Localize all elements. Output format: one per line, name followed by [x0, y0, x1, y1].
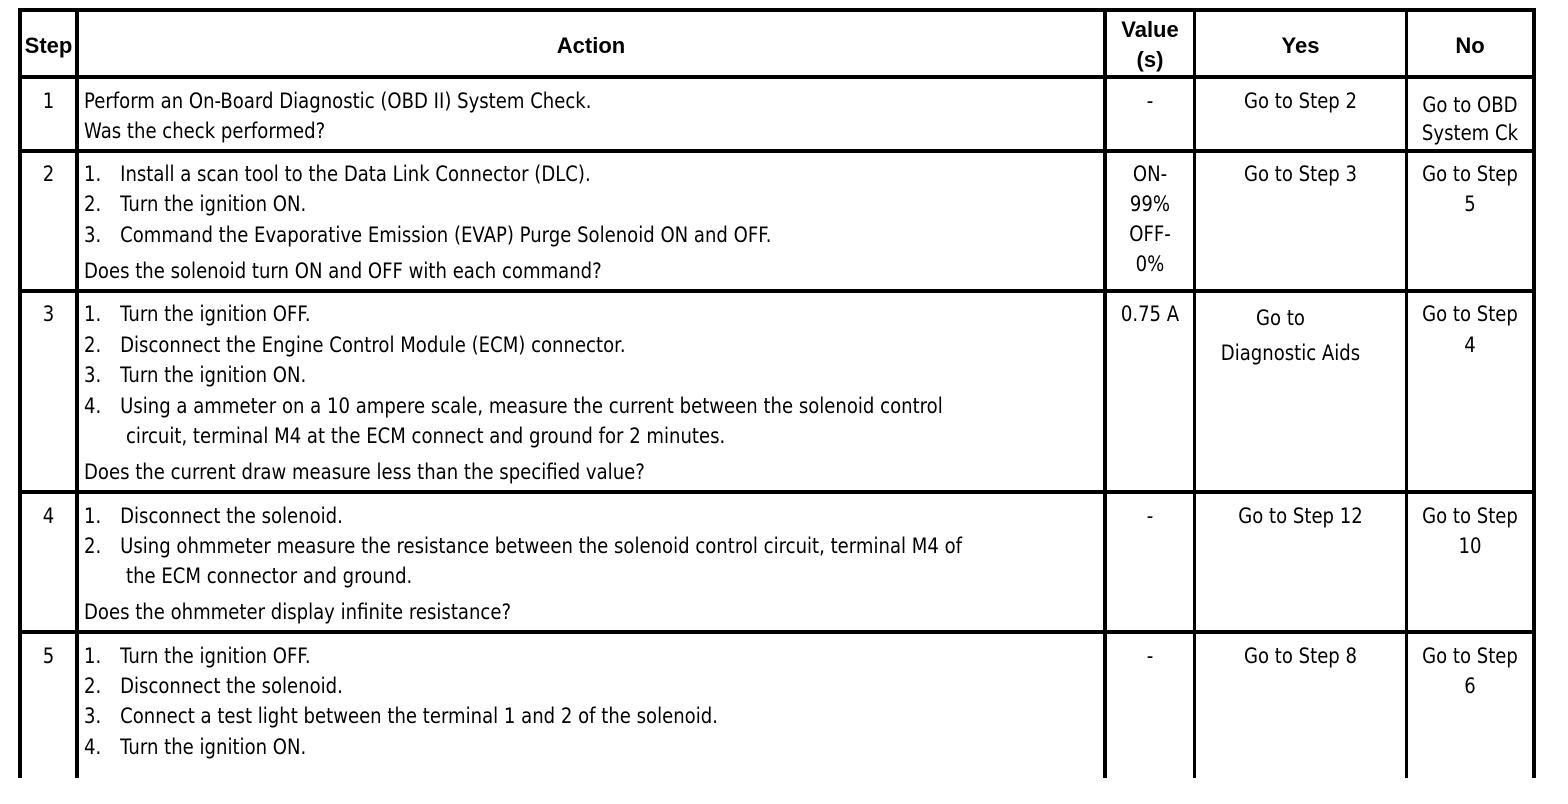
list-item: [84, 360, 306, 390]
row-divider: [18, 149, 1536, 153]
item-number: 1.: [84, 504, 102, 528]
value-cell: ON-: [1132, 162, 1168, 186]
action-text: Perform an On-Board Diagnostic (OBD II) System Check.: [84, 89, 592, 113]
no-cell: Go to Step: [1422, 644, 1518, 668]
header-value-unit: (s): [1136, 47, 1164, 72]
item-text: Connect a test light between the terminal 1 and 2 of the solenoid.: [120, 704, 718, 728]
list-item: [84, 159, 591, 189]
item-text: Turn the ignition ON.: [120, 735, 307, 759]
list-item: [84, 641, 311, 671]
no-cell: Go to Step: [1422, 504, 1518, 528]
item-number: 3.: [84, 223, 102, 247]
row-divider: [18, 490, 1536, 494]
list-item: [84, 732, 306, 762]
item-text-continued: circuit, terminal M4 at the ECM connect and ground for 2 minutes.: [126, 424, 726, 448]
item-text: Turn the ignition ON.: [120, 363, 307, 387]
item-number: 1.: [84, 644, 102, 668]
header-step: Step: [24, 33, 73, 58]
item-text: Turn the ignition OFF.: [120, 302, 311, 326]
item-text: Turn the ignition ON.: [120, 192, 307, 216]
item-text: Using ohmmeter measure the resistance between the solenoid control circuit, terminal M4 of: [120, 534, 963, 558]
item-number: 4.: [84, 735, 102, 759]
list-item: [84, 189, 306, 219]
list-item: [84, 671, 343, 701]
yes-cell: Go to Step 8: [1243, 644, 1358, 668]
row-divider: [18, 289, 1536, 293]
step-number: 5: [42, 644, 55, 668]
header-yes: Yes: [1281, 33, 1320, 58]
value-cell: -: [1146, 504, 1154, 528]
header-action: Action: [556, 33, 626, 58]
step-number: 1: [42, 89, 55, 113]
item-text: Command the Evaporative Emission (EVAP) Purge Solenoid ON and OFF.: [120, 223, 772, 247]
value-cell: -: [1146, 644, 1154, 668]
item-text: Install a scan tool to the Data Link Connector (DLC).: [120, 162, 591, 186]
item-number: 2.: [84, 534, 102, 558]
value-cell: 0.75 A: [1120, 302, 1180, 326]
no-cell: Go to OBD: [1422, 93, 1518, 117]
list-item: [84, 531, 962, 561]
value-cell: 0%: [1135, 252, 1165, 276]
column-divider: [1405, 8, 1408, 778]
item-number: 4.: [84, 394, 102, 418]
item-number: 3.: [84, 363, 102, 387]
item-number: 2.: [84, 333, 102, 357]
list-item: [84, 501, 343, 531]
list-item: [84, 220, 771, 250]
step-number: 2: [42, 162, 55, 186]
yes-cell: Go to: [1256, 306, 1305, 330]
step-number: 4: [42, 504, 55, 528]
header-divider: [18, 75, 1536, 79]
action-question: Was the check performed?: [84, 119, 326, 143]
item-number: 1.: [84, 162, 102, 186]
item-text: Turn the ignition OFF.: [120, 644, 311, 668]
column-divider: [1193, 8, 1196, 778]
table-border-top: [18, 8, 1536, 12]
no-cell: Go to Step: [1422, 302, 1518, 326]
item-text: Using a ammeter on a 10 ampere scale, measure the current between the solenoid control: [120, 394, 943, 418]
step-number: 3: [42, 302, 55, 326]
list-item: [84, 299, 311, 329]
yes-cell: Go to Step 12: [1238, 504, 1363, 528]
value-cell: OFF-: [1129, 222, 1171, 246]
item-number: 2.: [84, 192, 102, 216]
no-cell: Go to Step: [1422, 162, 1518, 186]
column-divider: [75, 8, 79, 778]
list-item: [84, 391, 943, 421]
list-item: [84, 701, 718, 731]
no-cell: 4: [1464, 333, 1476, 357]
item-text: Disconnect the solenoid.: [120, 504, 343, 528]
action-question: Does the solenoid turn ON and OFF with each command?: [84, 259, 602, 283]
header-value: Value: [1121, 17, 1179, 42]
row-divider: [18, 630, 1536, 634]
action-question: Does the current draw measure less than the specified value?: [84, 460, 645, 484]
no-cell: 6: [1464, 674, 1476, 698]
column-divider: [18, 8, 22, 778]
item-text: Disconnect the Engine Control Module (ECM) connector.: [120, 333, 626, 357]
item-number: 3.: [84, 704, 102, 728]
yes-cell: Go to Step 3: [1243, 162, 1358, 186]
yes-cell: Go to Step 2: [1243, 89, 1358, 113]
no-cell: 10: [1458, 534, 1482, 558]
no-cell: System Ck: [1421, 121, 1519, 145]
action-question: Does the ohmmeter display infinite resistance?: [84, 600, 512, 624]
list-item: [84, 330, 626, 360]
item-number: 1.: [84, 302, 102, 326]
item-text: Disconnect the solenoid.: [120, 674, 343, 698]
value-cell: 99%: [1129, 192, 1171, 216]
header-no: No: [1455, 33, 1485, 58]
no-cell: 5: [1464, 192, 1476, 216]
item-number: 2.: [84, 674, 102, 698]
yes-cell: Diagnostic Aids: [1220, 341, 1361, 365]
value-cell: -: [1146, 89, 1154, 113]
item-text-continued: the ECM connector and ground.: [126, 564, 413, 588]
column-divider: [1532, 8, 1536, 778]
column-divider: [1103, 8, 1107, 778]
